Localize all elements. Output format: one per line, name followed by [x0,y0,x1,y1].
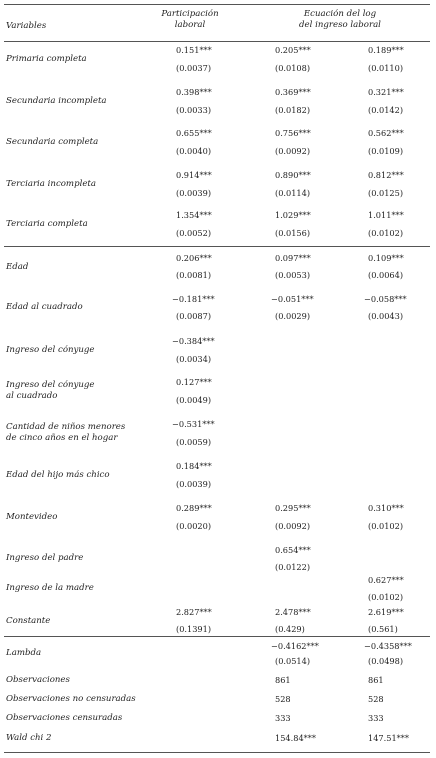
coef-cell: 0.184*** [176,461,212,471]
se-cell: (0.0064) [368,270,404,280]
obs-value: 861 [368,675,384,685]
coef-cell: 0.562*** [368,128,404,138]
row-label: Terciaria completa [6,219,88,229]
row-label: Edad [6,262,29,272]
se-cell: (0.0102) [368,592,404,602]
se-cell: (0.0108) [275,63,311,73]
coef-cell: 0.321*** [368,87,404,97]
se-cell: (0.0102) [368,228,404,238]
coef-cell: 1.354*** [176,210,212,220]
row-label: Ingreso del cónyuge [6,380,95,390]
header-col23-line1: Ecuación del log [303,9,377,19]
row-label: Ingreso de la madre [6,583,94,593]
se-cell: (0.0142) [368,105,404,115]
header-col23-line2: del ingreso laboral [299,20,381,30]
coef-cell: 0.627*** [368,575,404,585]
se-cell: (0.0182) [275,105,311,115]
se-cell: (0.0037) [176,63,212,73]
stat-label-uncensored: Observaciones no censuradas [6,694,136,704]
se-cell: (0.0156) [275,228,311,238]
se-cell: (0.0087) [176,311,212,321]
coef-cell: −0.181*** [172,294,215,304]
uncensored-value: 528 [368,694,384,704]
coef-cell: 0.310*** [368,503,404,513]
row-label: Cantidad de niños menores [6,422,126,432]
se-cell: (0.0092) [275,521,311,531]
coef-cell: 0.398*** [176,87,212,97]
coef-cell: 0.369*** [275,87,311,97]
censored-value: 333 [368,713,384,723]
lambda-coef: −0.4358*** [364,641,412,651]
stat-label-censored: Observaciones censuradas [6,713,123,723]
obs-value: 861 [275,675,291,685]
se-cell: (0.0125) [368,188,404,198]
se-cell: (0.0039) [176,479,212,489]
coef-cell: 0.205*** [275,45,311,55]
censored-value: 333 [275,713,291,723]
row-label: Terciaria incompleta [6,179,96,189]
se-cell: (0.0039) [176,188,212,198]
se-cell: (0.0092) [275,146,311,156]
coef-cell: 0.109*** [368,253,404,263]
se-cell: (0.0020) [176,521,212,531]
wald-value: 147.51*** [368,733,409,743]
stat-label-obs: Observaciones [6,675,70,685]
se-cell: (0.0029) [275,311,311,321]
coef-cell: 0.655*** [176,128,212,138]
header-variables: Variables [6,21,47,31]
se-cell: (0.0122) [275,562,311,572]
se-cell: (0.0052) [176,228,212,238]
row-label: Edad al cuadrado [6,302,83,312]
coef-cell: 0.289*** [176,503,212,513]
lambda-se: (0.0498) [368,656,404,666]
header-col1-line2: laboral [174,20,206,30]
se-cell: (0.0109) [368,146,404,156]
coef-cell: 1.011*** [368,210,404,220]
coef-cell: 0.654*** [275,545,311,555]
se-cell: (0.429) [275,624,305,634]
coef-cell: 0.914*** [176,170,212,180]
se-cell: (0.0102) [368,521,404,531]
coef-cell: −0.058*** [364,294,407,304]
row-label-line2: al cuadrado [6,391,58,401]
stat-label-wald: Wald chi 2 [6,733,52,743]
row-label: Ingreso del cónyuge [6,345,95,355]
se-cell: (0.0040) [176,146,212,156]
se-cell: (0.1391) [176,624,212,634]
coef-cell: 0.127*** [176,377,212,387]
se-cell: (0.0053) [275,270,311,280]
se-cell: (0.561) [368,624,398,634]
row-label: Secundaria completa [6,137,99,147]
table-bottom-rule [4,752,430,753]
coef-cell: 0.812*** [368,170,404,180]
lambda-se: (0.0514) [275,656,311,666]
coef-cell: 1.029*** [275,210,311,220]
coef-cell: 0.097*** [275,253,311,263]
lambda-coef: −0.4162*** [271,641,319,651]
coef-cell: 0.206*** [176,253,212,263]
stat-label-lambda: Lambda [6,648,42,658]
coef-cell: 0.151*** [176,45,212,55]
section-rule [4,246,430,247]
se-cell: (0.0049) [176,395,212,405]
coef-cell: 2.478*** [275,607,311,617]
row-label: Ingreso del padre [6,553,84,563]
se-cell: (0.0043) [368,311,404,321]
coef-cell: 0.295*** [275,503,311,513]
wald-value: 154.84*** [275,733,316,743]
stats-rule [4,636,430,637]
header-col1-line1: Participación [161,9,219,19]
se-cell: (0.0034) [176,354,212,364]
coef-cell: −0.531*** [172,419,215,429]
coef-cell: 2.827*** [176,607,212,617]
row-label: Edad del hijo más chico [6,470,110,480]
row-label: Constante [6,616,51,626]
row-label: Primaria completa [6,54,87,64]
row-label: Montevideo [6,512,58,522]
se-cell: (0.0059) [176,437,212,447]
row-label: Secundaria incompleta [6,96,107,106]
header-rule [4,41,430,42]
uncensored-value: 528 [275,694,291,704]
coef-cell: −0.051*** [271,294,314,304]
coef-cell: 0.890*** [275,170,311,180]
coef-cell: 0.756*** [275,128,311,138]
row-label-line2: de cinco años en el hogar [6,433,118,443]
coef-cell: 0.189*** [368,45,404,55]
se-cell: (0.0033) [176,105,212,115]
table-top-rule [4,4,430,5]
se-cell: (0.0081) [176,270,212,280]
se-cell: (0.0110) [368,63,404,73]
coef-cell: 2.619*** [368,607,404,617]
coef-cell: −0.384*** [172,336,215,346]
se-cell: (0.0114) [275,188,311,198]
